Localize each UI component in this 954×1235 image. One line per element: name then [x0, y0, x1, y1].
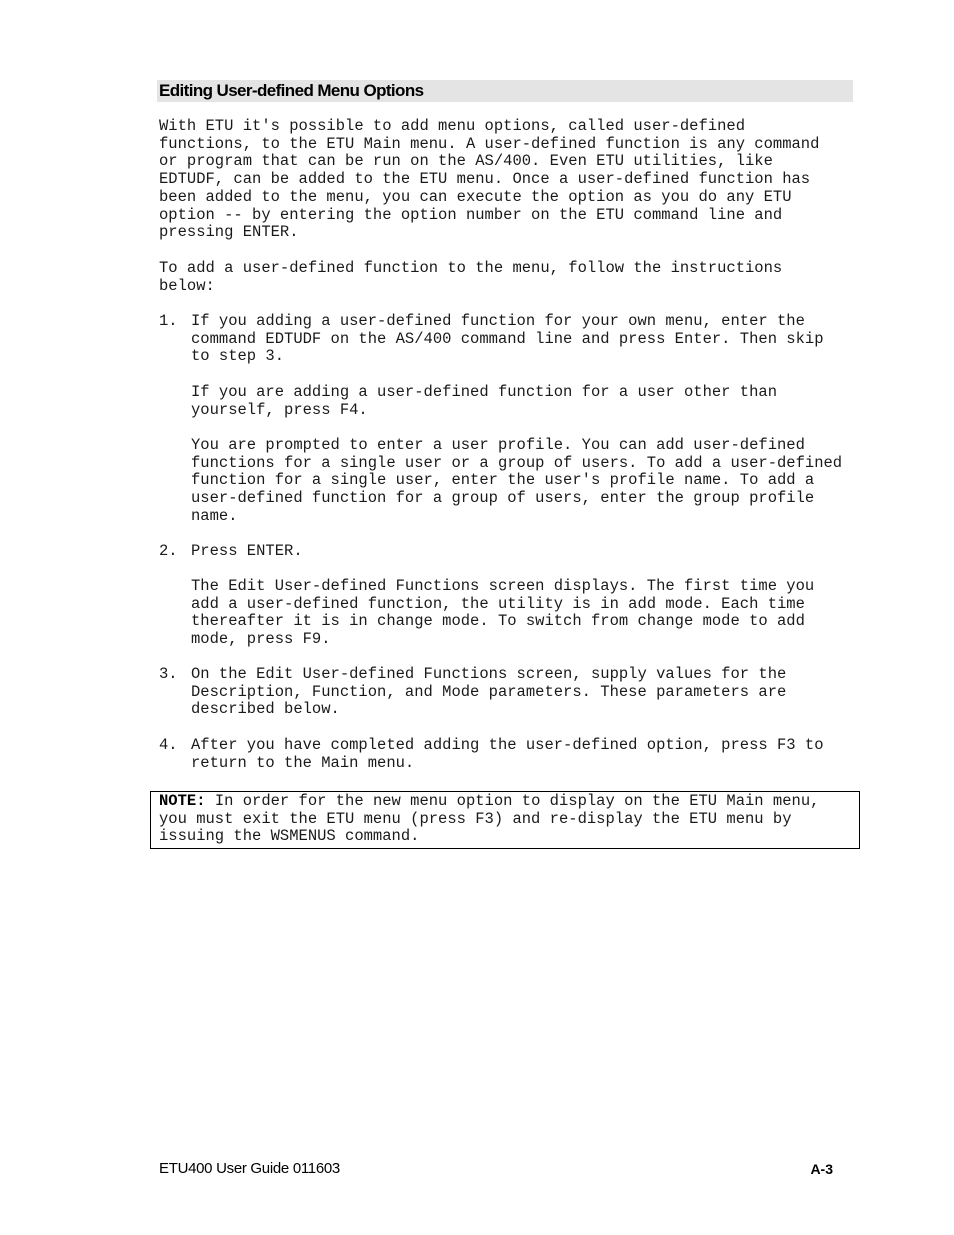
step-paragraph: After you have completed adding the user-defined option, press F3 to return to the Main menu.	[191, 736, 824, 772]
step-paragraph: Press ENTER.	[191, 542, 303, 560]
step-paragraph: If you adding a user-defined function for your own menu, enter the command EDTUDF on the AS/400 command line and press Enter. Then skip to step 3.	[191, 312, 824, 366]
note-label: NOTE:	[159, 792, 206, 810]
step-number: 2.	[159, 542, 178, 560]
note-content	[159, 793, 819, 846]
section-title: Editing User-defined Menu Options	[159, 81, 424, 100]
footer-document-title: ETU400 User Guide 011603	[159, 1160, 340, 1177]
note-text: In order for the new menu option to display on the ETU Main menu, you must exit the ETU menu (press F3) and re-display the ETU menu by issuing the WSMENUS command.	[159, 792, 820, 846]
step-number: 4.	[159, 736, 178, 754]
section-heading-bar	[157, 80, 853, 102]
step-number: 3.	[159, 665, 178, 683]
step-paragraph: You are prompted to enter a user profile. You can add user-defined functions for a single user or a group of users. To add a user-defined function for a single user, enter the user's profile name. To add a user-defined function for a group of users, enter the group profile name.	[191, 436, 843, 525]
note-box	[150, 791, 860, 849]
footer-page-number: A-3	[810, 1161, 833, 1177]
intro-paragraph-1: With ETU it's possible to add menu options, called user-defined functions, to the ETU Main menu. A user-defined function is any command or program that can be run on the AS/400. Even ETU utilities, like EDTUDF, can be added to the ETU menu. Once a user-defined function has been added to the menu, you can execute the option as you do any ETU option -- by entering the option number on the ETU command line and pressing ENTER.	[159, 117, 820, 242]
step-paragraph: On the Edit User-defined Functions screen, supply values for the Description, Function, and Mode parameters. These parameters are described below.	[191, 665, 787, 719]
step-paragraph: The Edit User-defined Functions screen displays. The first time you add a user-defined function, the utility is in add mode. Each time thereafter it is in change mode. To switch from change mode to add mode, press F9.	[191, 577, 815, 649]
step-number: 1.	[159, 312, 178, 330]
step-paragraph: If you are adding a user-defined function for a user other than yourself, press F4.	[191, 383, 777, 419]
intro-paragraph-2: To add a user-defined function to the menu, follow the instructions below:	[159, 259, 783, 295]
